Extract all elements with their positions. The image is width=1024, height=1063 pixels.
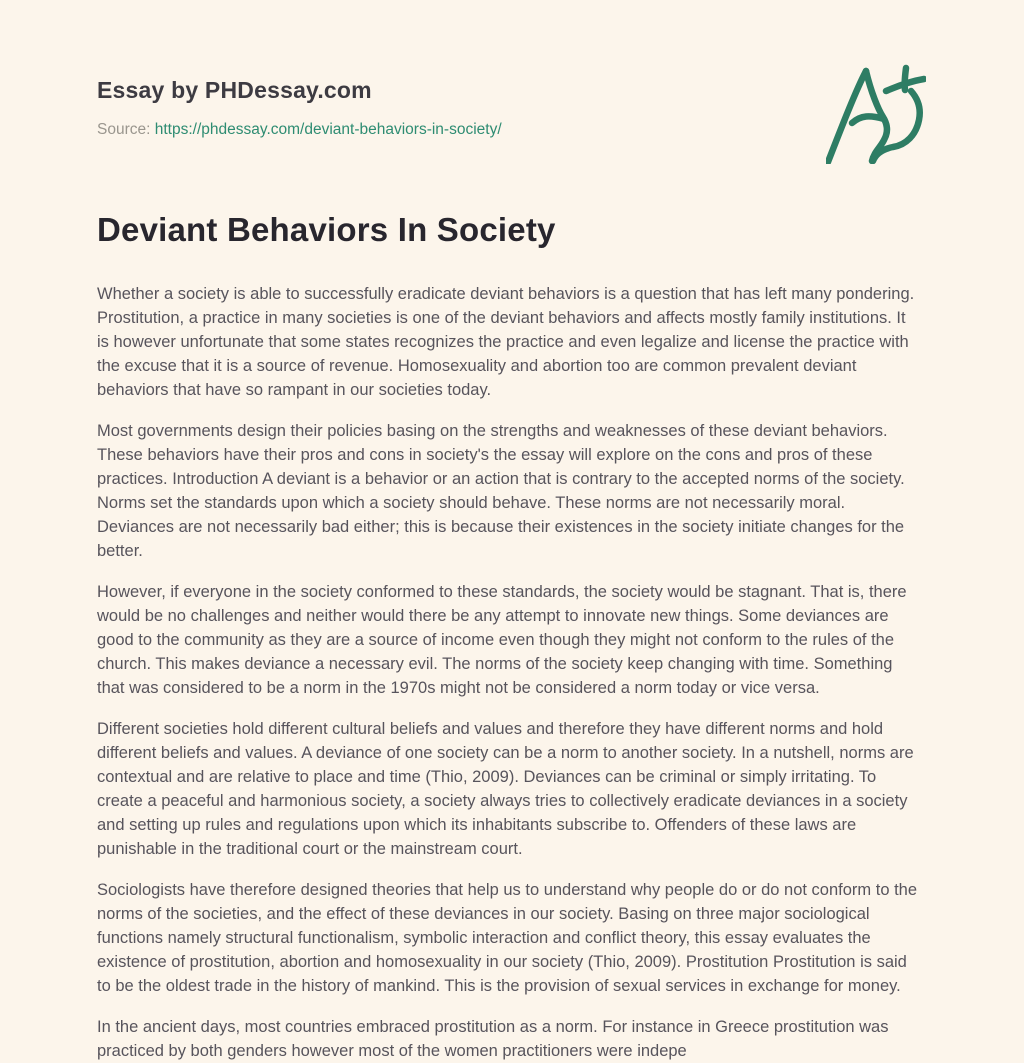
content-column [97,0,921,1063]
article-title: Deviant Behaviors In Society [97,211,556,248]
source-line [97,120,921,140]
source-url-link[interactable]: https://phdessay.com/deviant-behaviors-in-society/ [154,121,502,138]
paragraph: In the ancient days, most countries embraced prostitution as a norm. For instance in Greece prostitution was practiced by both genders however most of the women practitioners were indepe [97,1018,889,1060]
paragraph: Most governments design their policies basing on the strengths and weaknesses of these deviant behaviors. These behaviors have their pros and cons in society's the essay will explore on the cons and pros of these practices. Introduction A deviant is a behavior or an action that is contrary to the accepted norms of the society. Norms set the standards upon which a society should behave. These norms are not necessarily moral. Deviances are not necessarily bad either; this is because their existences in the society initiate changes for the better. [97,422,905,560]
paragraph: Whether a society is able to successfully eradicate deviant behaviors is a question that has left many pondering. Prostitution, a practice in many societies is one of the deviant behaviors and affects mostly family institutions. It is however unfortunate that some states recognizes the practice and even legalize and license the practice with the excuse that it is a source of revenue. Homosexuality and abortion too are common prevalent deviant behaviors that have so rampant in our societies today. [97,285,915,399]
article-body [97,282,921,1063]
a-plus-logo-icon [826,62,926,164]
site-title: Essay by PHDessay.com [97,77,372,103]
paragraph: Sociologists have therefore designed theories that help us to understand why people do or do not conform to the norms of the societies, and the effect of these deviances in our society. Basing on three major sociological functions namely structural functionalism, symbolic interaction and conflict theory, this essay evaluates the existence of prostitution, abortion and homosexuality in our society (Thio, 2009). Prostitution Prostitution is said to be the oldest trade in the history of mankind. This is the provision of sexual services in exchange for money. [97,881,918,995]
source-label: Source: [97,121,151,138]
paragraph: However, if everyone in the society conformed to these standards, the society would be stagnant. That is, there would be no challenges and neither would there be any attempt to innovate new things. Some deviances are good to the community as they are a source of income even though they might not conform to the rules of the church. This makes deviance a necessary evil. The norms of the society keep changing with time. Something that was considered to be a norm in the 1970s might not be considered a norm today or vice versa. [97,583,907,697]
paragraph: Different societies hold different cultural beliefs and values and therefore they have different norms and hold different beliefs and values. A deviance of one society can be a norm to another society. In a nutshell, norms are contextual and are relative to place and time (Thio, 2009). Deviances can be criminal or simply irritating. To create a peaceful and harmonious society, a society always tries to collectively eradicate deviances in a society and setting up rules and regulations upon which its inhabitants subscribe to. Offenders of these laws are punishable in the traditional court or the mainstream court. [97,720,914,858]
